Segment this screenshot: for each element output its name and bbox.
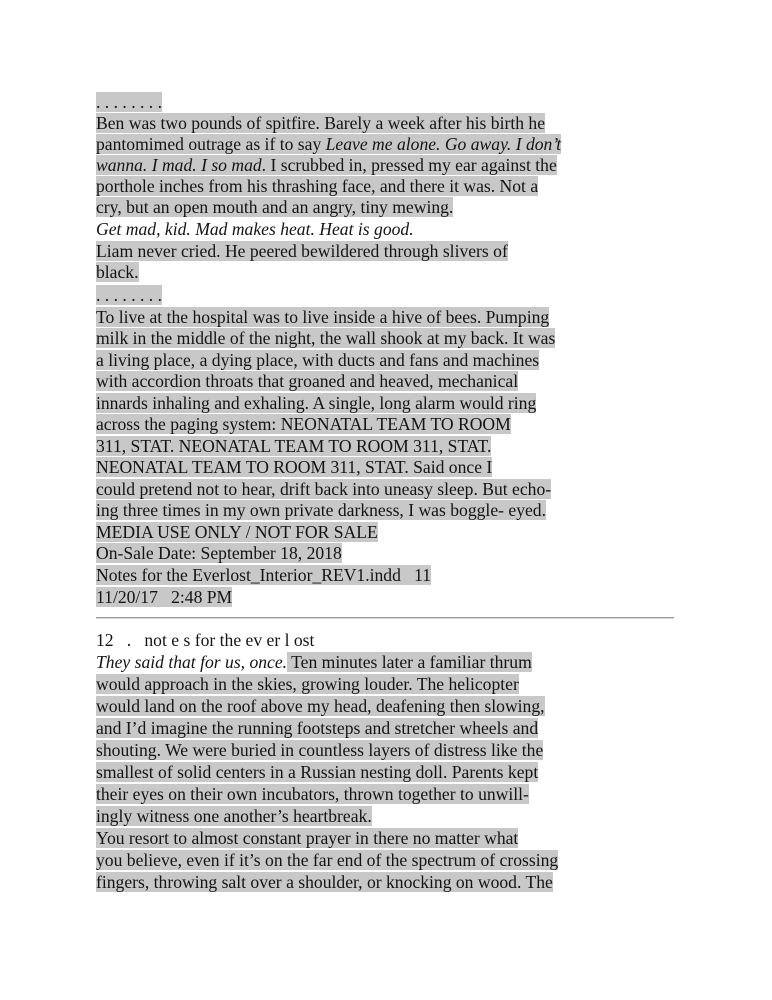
text-line: their eyes on their own incubators, thrown together to unwill-: [96, 784, 529, 804]
section-break: . . . . . . . .: [96, 92, 162, 112]
text-line: pantomimed outrage as if to say Leave me alone. Go away. I don’t: [96, 134, 562, 154]
running-head: 12 . not e s for the ev er l ost: [96, 630, 315, 650]
text-line: smallest of solid centers in a Russian nesting doll. Parents kept: [96, 762, 539, 782]
text-line: You resort to almost constant prayer in there no matter what: [96, 828, 519, 848]
text-line: and I’d imagine the running footsteps and stretcher wheels and: [96, 718, 539, 738]
italic-line: Get mad, kid. Mad makes heat. Heat is good.: [96, 219, 414, 239]
section-break: . . . . . . . .: [96, 285, 162, 305]
text-line: a living place, a dying place, with ducts and fans and machines: [96, 350, 540, 370]
text-line: shouting. We were buried in countless layers of distress like the: [96, 740, 544, 760]
text-line: Liam never cried. He peered bewildered through slivers of: [96, 241, 508, 261]
footer-line: MEDIA USE ONLY / NOT FOR SALE: [96, 522, 378, 542]
text-line: would land on the roof above my head, deafening then slowing,: [96, 696, 545, 716]
page-divider: [96, 617, 674, 619]
text-line: Ben was two pounds of spitfire. Barely a week after his birth he: [96, 113, 546, 133]
text-line: across the paging system: NEONATAL TEAM TO ROOM: [96, 414, 511, 434]
text-line: They said that for us, once. Ten minutes later a familiar thrum: [96, 652, 532, 672]
text-line: porthole inches from his thrashing face, and there it was. Not a: [96, 176, 539, 196]
text-line: with accordion throats that groaned and heaved, mechanical: [96, 371, 519, 391]
text-line: 311, STAT. NEONATAL TEAM TO ROOM 311, STAT.: [96, 436, 492, 456]
text-line: fingers, throwing salt over a shoulder, or knocking on wood. The: [96, 872, 553, 892]
footer-line: On-Sale Date: September 18, 2018: [96, 543, 342, 563]
text-line: wanna. I mad. I so mad. I scrubbed in, pressed my ear against the: [96, 155, 557, 175]
text-line: could pretend not to hear, drift back into uneasy sleep. But echo-: [96, 479, 552, 499]
footer-line: 11/20/17 2:48 PM: [96, 587, 233, 607]
text-line: ing three times in my own private darkness, I was boggle- eyed.: [96, 500, 546, 520]
text-line: To live at the hospital was to live inside a hive of bees. Pumping: [96, 307, 550, 327]
text-line: NEONATAL TEAM TO ROOM 311, STAT. Said once I: [96, 457, 493, 477]
footer-line: Notes for the Everlost_Interior_REV1.indd 11: [96, 565, 432, 585]
text-line: innards inhaling and exhaling. A single, long alarm would ring: [96, 393, 537, 413]
text-line: you believe, even if it’s on the far end of the spectrum of crossing: [96, 850, 559, 870]
text-line: black.: [96, 262, 139, 282]
text-line: would approach in the skies, growing louder. The helicopter: [96, 674, 519, 694]
text-line: cry, but an open mouth and an angry, tiny mewing.: [96, 197, 454, 217]
text-line: milk in the middle of the night, the wall shook at my back. It was: [96, 328, 556, 348]
text-line: ingly witness one another’s heartbreak.: [96, 806, 372, 826]
